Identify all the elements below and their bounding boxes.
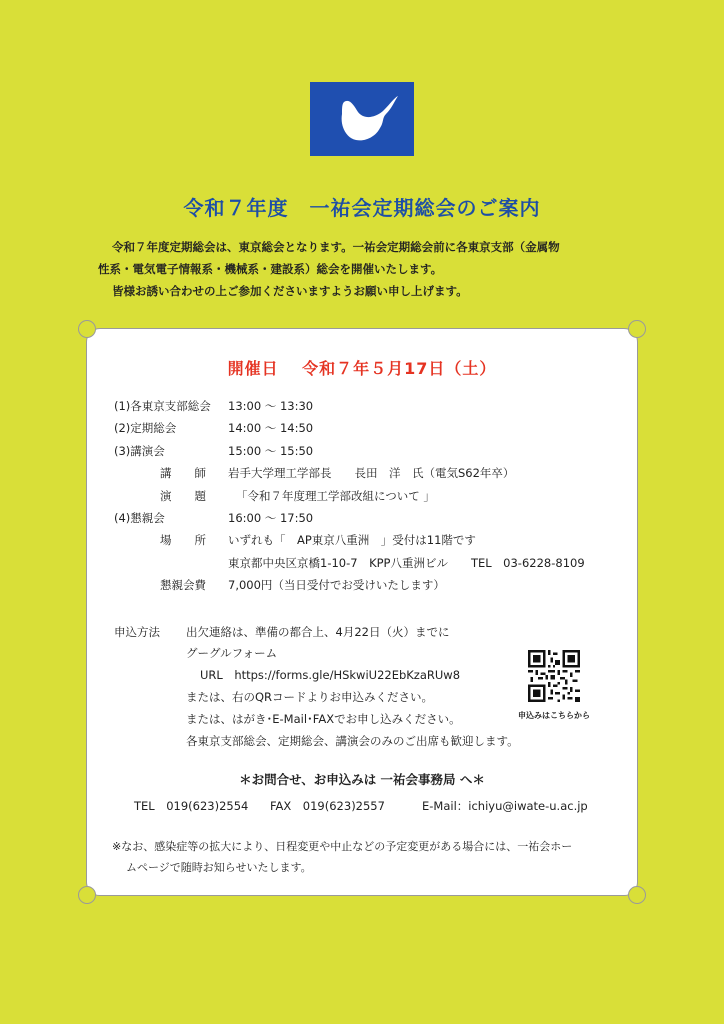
page-title: 令和７年度 一祐会定期総会のご案内 (183, 196, 541, 220)
intro-text (98, 236, 638, 302)
contact-tel: TEL 019(623)2554 (134, 799, 249, 813)
note-line-1: ※なお、感染症等の拡大により、日程変更や中止などの予定変更がある場合には、一祐会ホー (112, 840, 573, 853)
branch-meeting-time: 13:00 ～ 13:30 (228, 399, 314, 413)
card-corner-decoration (78, 320, 96, 338)
intro-line-1: 令和７年度定期総会は、東京総会となります。一祐会定期総会前に各東京支部（金属物 (112, 240, 560, 254)
lecture-label: (3)講演会 (114, 444, 165, 458)
application-line-2: グーグルフォーム (186, 646, 278, 660)
speaker-label: 講 師 (160, 466, 206, 480)
application-line-4: または、右のQRコードよりお申込みください。 (186, 690, 434, 704)
regular-meeting-time: 14:00 ～ 14:50 (228, 421, 314, 435)
topic-value: 「令和７年度理工学部改組について 」 (236, 489, 435, 503)
application-line-6: 各東京支部総会、定期総会、講演会のみのご出席も歓迎します。 (186, 734, 519, 748)
application-label: 申込方法 (114, 625, 160, 639)
application-line-5: または、はがき･E-Mail･FAXでお申し込みください。 (186, 712, 461, 726)
fee-label: 懇親会費 (160, 578, 206, 592)
contact-email[interactable]: E-Mail：ichiyu@iwate-u.ac.jp (422, 799, 588, 813)
topic-label: 演 題 (160, 489, 206, 503)
fee-value: 7,000円（当日受付でお受けいたします） (228, 578, 445, 592)
bird-logo-icon (310, 82, 414, 156)
organization-logo (310, 82, 414, 156)
card-corner-decoration (628, 886, 646, 904)
contact-fax: FAX 019(623)2557 (270, 799, 385, 813)
event-date: 開催日 令和７年５月17日（土） (227, 359, 497, 378)
intro-line-2: 性系・電気電子情報系・機械系・建設系）総会を開催いたします。 (98, 262, 443, 276)
form-url-link[interactable]: URL https://forms.gle/HSkwiU22EbKzaRUw8 (200, 668, 461, 682)
regular-meeting-label: (2)定期総会 (114, 421, 177, 435)
card-corner-decoration (628, 320, 646, 338)
place-value: いずれも「 AP東京八重洲 」受付は11階です (228, 533, 476, 547)
place-label: 場 所 (160, 533, 206, 547)
address-value: 東京都中央区京橋1-10-7 KPP八重洲ビル TEL 03-6228-8109 (228, 556, 585, 570)
application-line-1: 出欠連絡は、準備の都合上、4月22日（火）までに (186, 625, 450, 639)
note-line-2: ムページで随時お知らせいたします。 (126, 861, 312, 874)
lecture-time: 15:00 ～ 15:50 (228, 444, 314, 458)
contact-heading: ＊お問合せ、お申込みは 一祐会事務局 へ＊ (239, 772, 485, 787)
qr-caption: 申込みはこちらから (518, 711, 590, 720)
branch-meeting-label: (1)各東京支部総会 (114, 399, 211, 413)
speaker-value: 岩手大学理工学部長 長田 洋 氏（電気S62年卒） (228, 466, 515, 480)
qr-code[interactable] (528, 650, 580, 702)
party-label: (4)懇親会 (114, 511, 165, 525)
party-time: 16:00 ～ 17:50 (228, 511, 314, 525)
intro-line-3: 皆様お誘い合わせの上ご参加くださいますようお願い申し上げます。 (112, 284, 468, 298)
card-corner-decoration (78, 886, 96, 904)
